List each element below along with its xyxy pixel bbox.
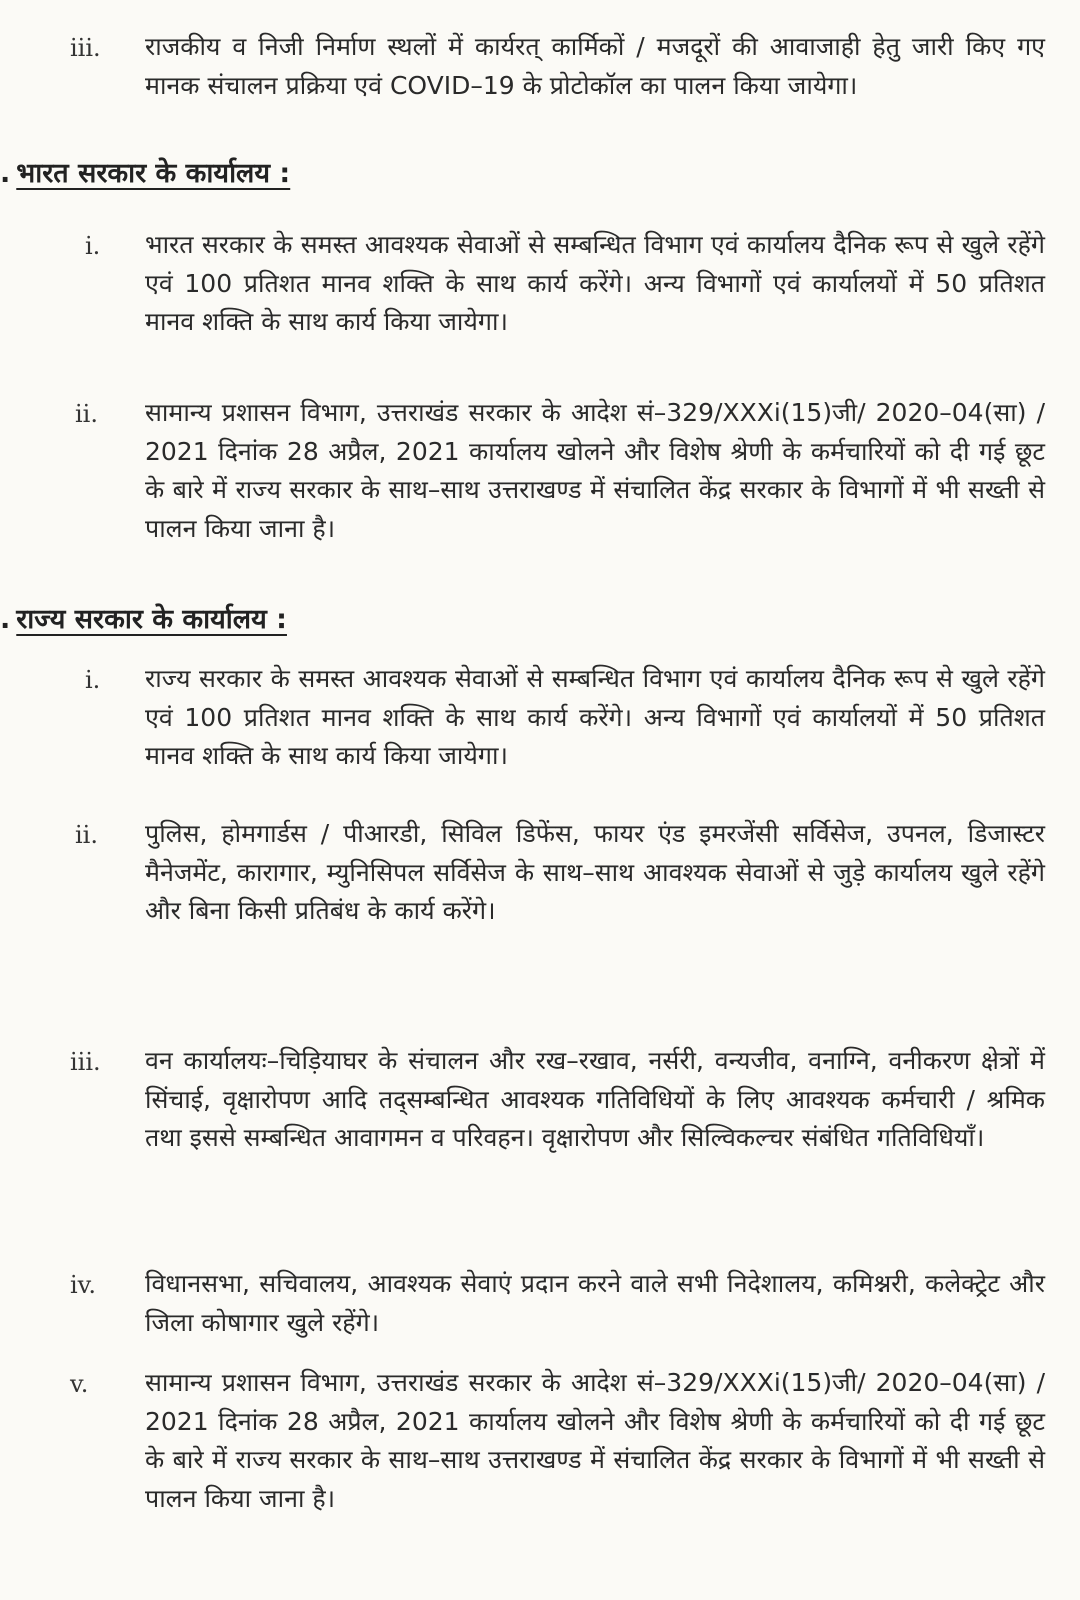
item-text: भारत सरकार के समस्त आवश्यक सेवाओं से सम्बन्धित विभाग एवं कार्यालय दैनिक रूप से खुले रहेंगे एवं 100 प्रतिशत मानव शक्ति के साथ कार्य करेंगे। अन्य विभागों एवं कार्यालयों में 50 प्रतिशत मानव शक्ति के साथ कार्य किया जायेगा। — [145, 230, 1045, 336]
item-text: सामान्य प्रशासन विभाग, उत्तराखंड सरकार के आदेश सं–329/XXXi(15)जी/ 2020–04(सा) / 2021 दिनांक 28 अप्रैल, 2021 कार्यालय खोलने और विशेष श्रेणी के कर्मचारियों को दी गई छूट के बारे में राज्य सरकार के साथ–साथ उत्तराखण्ड में संचालित केंद्र सरकार के विभागों में भी सख्ती से पालन किया जाना है। — [145, 1368, 1045, 1513]
section-heading-central-govt-offices — [0, 154, 290, 194]
item-number: iii. — [70, 1048, 101, 1076]
heading-bullet: . — [0, 158, 11, 189]
item-number: v. — [70, 1370, 89, 1398]
heading-text: राज्य सरकार के कार्यालय : — [16, 604, 287, 635]
item-number: iii. — [70, 34, 101, 62]
item-number: ii. — [75, 400, 98, 428]
item-number: i. — [85, 666, 101, 694]
list-item-state-i — [70, 660, 1045, 776]
section-heading-state-govt-offices — [0, 600, 287, 640]
list-item-central-ii — [70, 394, 1045, 548]
heading-bullet: . — [0, 604, 11, 635]
list-item-state-v — [70, 1364, 1045, 1518]
item-number: iv. — [70, 1271, 97, 1299]
list-item-central-i — [70, 226, 1045, 342]
item-text: पुलिस, होमगार्डस / पीआरडी, सिविल डिफेंस, फायर एंड इमरजेंसी सर्विसेज, उपनल, डिजास्टर मैनेजमेंट, कारागार, म्युनिसिपल सर्विसेज के साथ–साथ आवश्यक सेवाओं से जुड़े कार्यालय खुले रहेंगे और बिना किसी प्रतिबंध के कार्य करेंगे। — [145, 819, 1045, 925]
item-text: सामान्य प्रशासन विभाग, उत्तराखंड सरकार के आदेश सं–329/XXXi(15)जी/ 2020–04(सा) / 2021 दिनांक 28 अप्रैल, 2021 कार्यालय खोलने और विशेष श्रेणी के कर्मचारियों को दी गई छूट के बारे में राज्य सरकार के साथ–साथ उत्तराखण्ड में संचालित केंद्र सरकार के विभागों में भी सख्ती से पालन किया जाना है। — [145, 398, 1045, 543]
list-item-state-iii — [70, 1042, 1045, 1158]
item-number: ii. — [75, 821, 98, 849]
item-number: i. — [85, 232, 101, 260]
item-text: विधानसभा, सचिवालय, आवश्यक सेवाएं प्रदान करने वाले सभी निदेशालय, कमिश्नरी, कलेक्ट्रेट और जिला कोषागार खुले रहेंगे। — [145, 1269, 1045, 1337]
list-item-state-iv — [70, 1265, 1045, 1342]
item-text: राजकीय व निजी निर्माण स्थलों में कार्यरत् कार्मिकों / मजदूरों की आवाजाही हेतु जारी किए गए मानक संचालन प्रक्रिया एवं COVID–19 के प्रोटोकॉल का पालन किया जायेगा। — [145, 32, 1045, 100]
list-item-state-ii — [70, 815, 1045, 931]
item-text: वन कार्यालयः–चिड़ियाघर के संचालन और रख–रखाव, नर्सरी, वन्यजीव, वनाग्नि, वनीकरण क्षेत्रों में सिंचाई, वृक्षारोपण आदि तद्सम्बन्धित आवश्यक गतिविधियों के लिए आवश्यक कर्मचारी / श्रमिक तथा इससे सम्बन्धित आवागमन व परिवहन। वृक्षारोपण और सिल्विकल्चर संबंधित गतिविधियाँ। — [145, 1046, 1045, 1152]
item-text: राज्य सरकार के समस्त आवश्यक सेवाओं से सम्बन्धित विभाग एवं कार्यालय दैनिक रूप से खुले रहेंगे एवं 100 प्रतिशत मानव शक्ति के साथ कार्य करेंगे। अन्य विभागों एवं कार्यालयों में 50 प्रतिशत मानव शक्ति के साथ कार्य किया जायेगा। — [145, 664, 1045, 770]
heading-text: भारत सरकार के कार्यालय : — [16, 158, 291, 189]
list-item-top-iii — [70, 28, 1045, 105]
